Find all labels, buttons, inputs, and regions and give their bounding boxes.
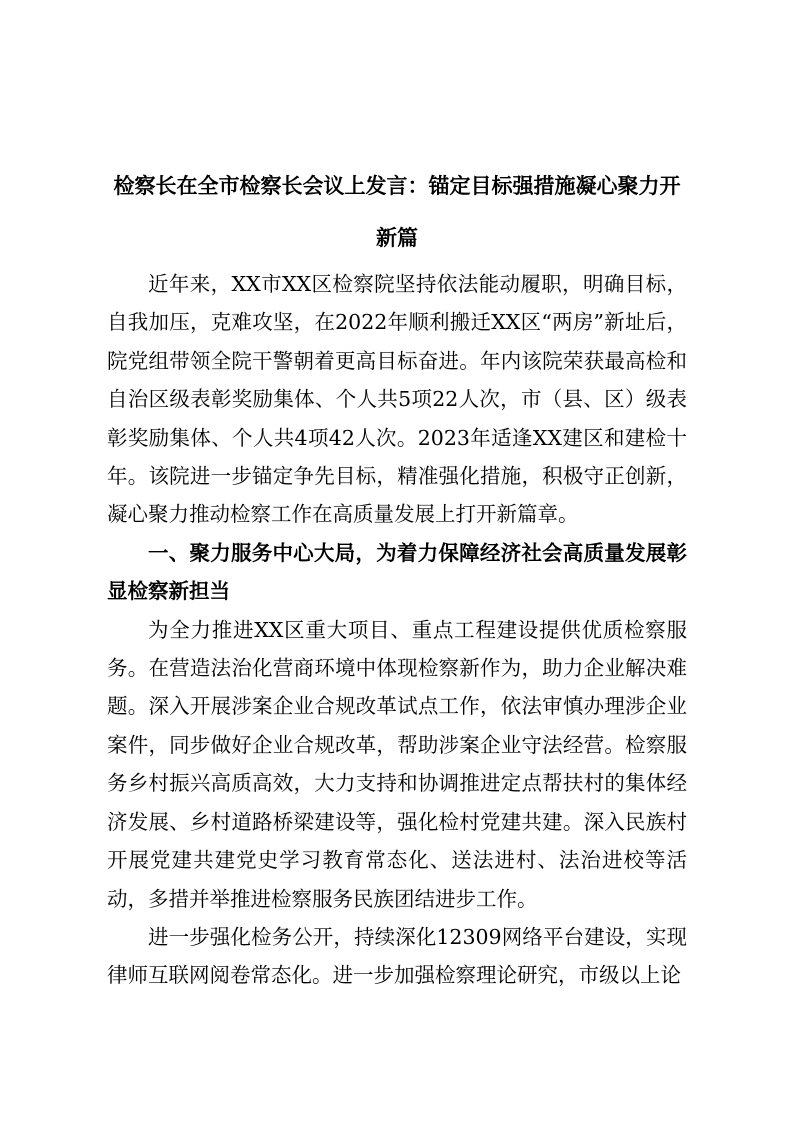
document-title: 检察长在全市检察长会议上发言：锚定目标强措施凝心聚力开新篇 (113, 174, 681, 250)
section-heading-1: 一、聚力服务中心大局，为着力保障经济社会高质量发展彰显检察新担当 (107, 540, 687, 604)
document-body (107, 265, 687, 995)
section-1-paragraph-2: 进一步强化检务公开，持续深化12309网络平台建设，实现律师互联网阅卷常态化。进一步加强检察理论研究，市级以上论 (107, 924, 687, 988)
section-1-paragraph-1: 为全力推进XX区重大项目、重点工程建设提供优质检察服务。在营造法治化营商环境中体现检察新作为，助力企业解决难题。深入开展涉案企业合规改革试点工作，依法审慎办理涉企业案件，同步做好企业合规改革，帮助涉案企业守法经营。检察服务乡村振兴高质高效，大力支持和协调推进定点帮扶村的集体经济发展、乡村道路桥梁建设等，强化检村党建共建。深入民族村开展党建共建党史学习教育常态化、送法进村、法治进校等活动，多措并举推进检察服务民族团结进步工作。 (107, 617, 687, 911)
intro-paragraph: 近年来，XX市XX区检察院坚持依法能动履职，明确目标，自我加压，克难攻坚，在2022年顺利搬迁XX区“两房”新址后，院党组带领全院干警朝着更高目标奋进。年内该院荣获最高检和自治区级表彰奖励集体、个人共5项22人次，市（县、区）级表彰奖励集体、个人共4项42人次。2023年适逢XX建区和建检十年。该院进一步锚定争先目标，精准强化措施，积极守正创新，凝心聚力推动检察工作在高质量发展上打开新篇章。 (107, 272, 687, 527)
